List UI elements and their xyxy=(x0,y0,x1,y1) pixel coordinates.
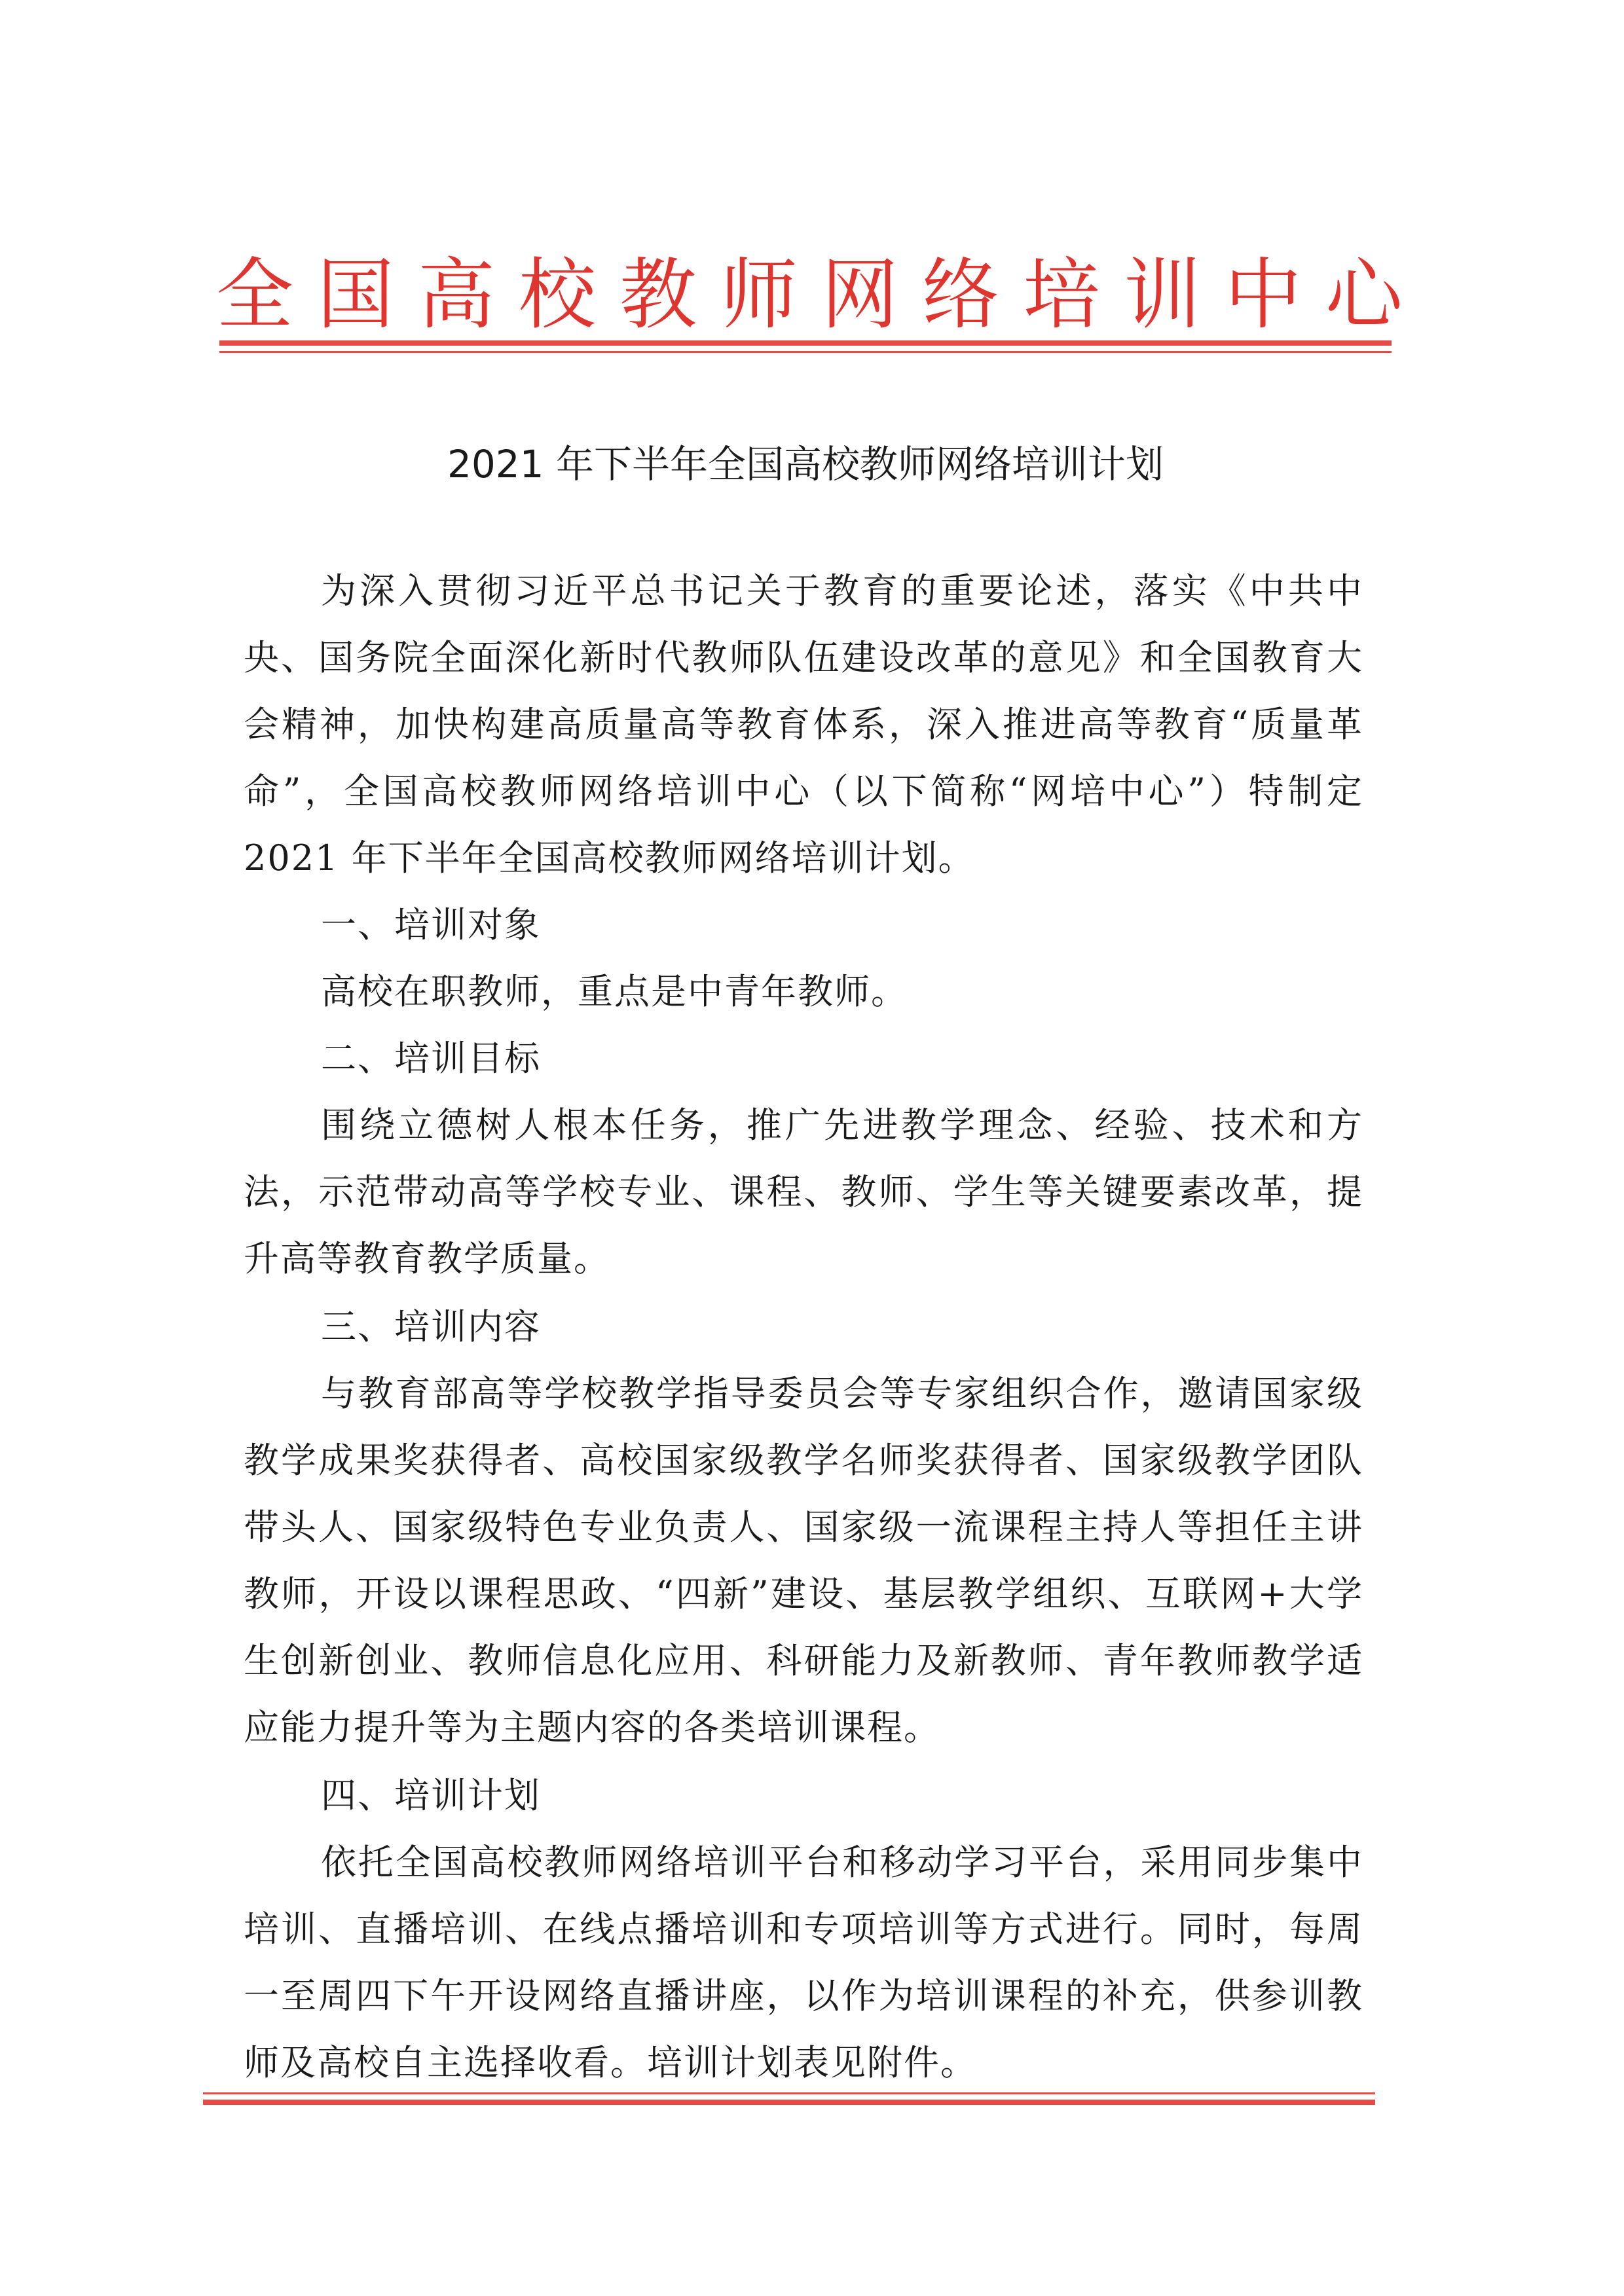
section-heading-3: 三、培训内容 xyxy=(321,1306,541,1347)
section-heading-4: 四、培训计划 xyxy=(321,1775,541,1816)
divider-thick-line xyxy=(219,340,1392,346)
intro-paragraph: 为深入贯彻习近平总书记关于教育的重要论述，落实《中共中央、国务院全面深化新时代教师队伍建设改革的意见》和全国教育大会精神，加快构建高质量高等教育体系，深入推进高等教育“质量革命”，全国高校教师网络培训中心（以下简称“网培中心”）特制定 2021 年下半年全国高校教师网络培训计划。 xyxy=(244,570,1363,879)
section-heading-2: 二、培训目标 xyxy=(321,1038,541,1079)
section-text-2: 围绕立德树人根本任务，推广先进教学理念、经验、技术和方法，示范带动高等学校专业、课程、教师、学生等关键要素改革，提升高等教育教学质量。 xyxy=(244,1104,1363,1279)
section-text-4: 依托全国高校教师网络培训平台和移动学习平台，采用同步集中培训、直播培训、在线点播培训和专项培训等方式进行。同时，每周一至周四下午开设网络直播讲座，以作为培训课程的补充，供参训教师及高校自主选择收看。培训计划表见附件。 xyxy=(244,1842,1363,2083)
footer-divider-bottom xyxy=(203,2092,1375,2105)
divider-thin-line xyxy=(203,2092,1375,2094)
letterhead-divider-top xyxy=(219,340,1392,353)
section-heading-1: 一、培训对象 xyxy=(321,904,541,945)
divider-thick-line xyxy=(203,2100,1375,2105)
section-text-1: 高校在职教师，重点是中青年教师。 xyxy=(321,971,908,1012)
section-text-3: 与教育部高等学校教学指导委员会等专家组织合作，邀请国家级教学成果奖获得者、高校国家级教学名师奖获得者、国家级教学团队带头人、国家级特色专业负责人、国家级一流课程主持人等担任主讲教师，开设以课程思政、“四新”建设、基层教学组织、互联网+大学生创新创业、教师信息化应用、科研能力及新教师、青年教师教学适应能力提升等为主题内容的各类培训课程。 xyxy=(244,1373,1363,1748)
divider-thin-line xyxy=(219,351,1392,353)
document-title: 2021 年下半年全国高校教师网络培训计划 xyxy=(447,442,1164,486)
letterhead-title: 全国高校教师网络培训中心 xyxy=(216,249,1427,340)
